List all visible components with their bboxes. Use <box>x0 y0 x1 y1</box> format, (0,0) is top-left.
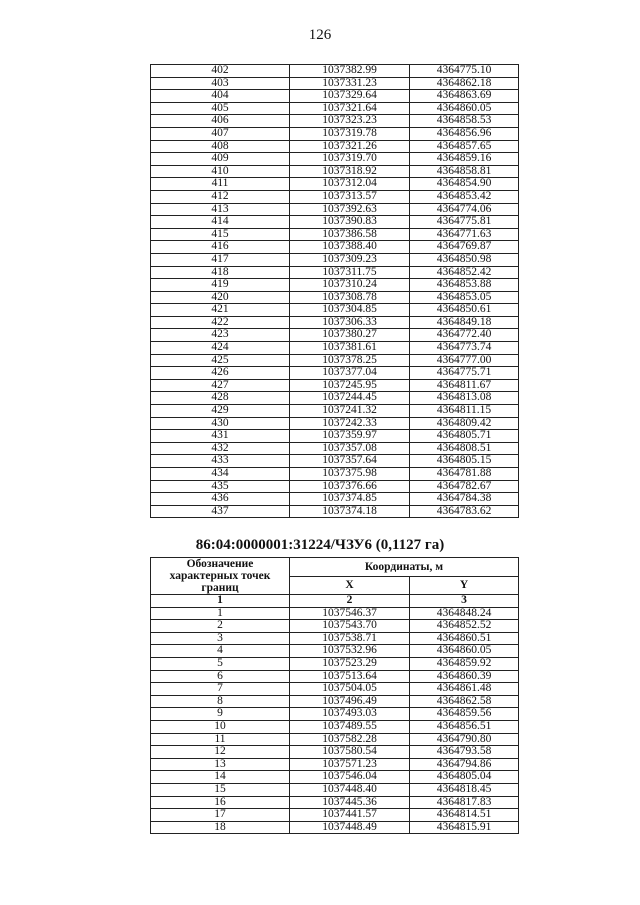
point-number: 402 <box>151 65 290 78</box>
point-number: 435 <box>151 480 290 493</box>
table-row <box>151 405 519 418</box>
y-coordinate: 4364860.51 <box>410 632 519 645</box>
x-coordinate: 1037377.04 <box>290 367 410 380</box>
y-coordinate: 4364783.62 <box>410 505 519 518</box>
table-row <box>151 430 519 443</box>
y-coordinate: 4364809.42 <box>410 417 519 430</box>
y-coordinate: 4364793.58 <box>410 746 519 759</box>
table-row <box>151 695 519 708</box>
y-coordinate: 4364859.56 <box>410 708 519 721</box>
x-coordinate: 1037376.66 <box>290 480 410 493</box>
point-number: 433 <box>151 455 290 468</box>
point-number: 10 <box>151 720 290 733</box>
table-row <box>151 670 519 683</box>
x-coordinate: 1037323.23 <box>290 115 410 128</box>
table-row <box>151 241 519 254</box>
table-row <box>151 379 519 392</box>
y-coordinate: 4364849.18 <box>410 316 519 329</box>
y-coordinate: 4364781.88 <box>410 468 519 481</box>
table-row <box>151 607 519 620</box>
point-number: 428 <box>151 392 290 405</box>
x-coordinate: 1037382.99 <box>290 65 410 78</box>
y-coordinate: 4364818.45 <box>410 783 519 796</box>
y-coordinate: 4364858.53 <box>410 115 519 128</box>
table-row <box>151 367 519 380</box>
table-row <box>151 746 519 759</box>
x-coordinate: 1037546.37 <box>290 607 410 620</box>
point-number: 405 <box>151 102 290 115</box>
x-coordinate: 1037489.55 <box>290 720 410 733</box>
point-number: 2 <box>151 620 290 633</box>
table-row <box>151 203 519 216</box>
x-coordinate: 1037532.96 <box>290 645 410 658</box>
table-row <box>151 796 519 809</box>
table-row <box>151 228 519 241</box>
table-row <box>151 291 519 304</box>
table-row <box>151 733 519 746</box>
table-row <box>151 392 519 405</box>
table-row <box>151 683 519 696</box>
point-number: 426 <box>151 367 290 380</box>
point-number: 408 <box>151 140 290 153</box>
point-number: 434 <box>151 468 290 481</box>
section-title: 86:04:0000001:31224/ЧЗУ6 (0,1127 га) <box>195 537 445 553</box>
x-coordinate: 1037538.71 <box>290 632 410 645</box>
x-coordinate: 1037242.33 <box>290 417 410 430</box>
x-coordinate: 1037388.40 <box>290 241 410 254</box>
header-x: X <box>290 576 410 595</box>
table-row <box>151 316 519 329</box>
point-number: 16 <box>151 796 290 809</box>
x-coordinate: 1037244.45 <box>290 392 410 405</box>
y-coordinate: 4364858.81 <box>410 165 519 178</box>
point-number: 427 <box>151 379 290 392</box>
x-coordinate: 1037392.63 <box>290 203 410 216</box>
table-row <box>151 190 519 203</box>
point-number: 403 <box>151 77 290 90</box>
table-row <box>151 417 519 430</box>
y-coordinate: 4364853.42 <box>410 190 519 203</box>
table-row <box>151 758 519 771</box>
x-coordinate: 1037321.26 <box>290 140 410 153</box>
x-coordinate: 1037245.95 <box>290 379 410 392</box>
point-number: 429 <box>151 405 290 418</box>
table-row <box>151 821 519 834</box>
x-coordinate: 1037357.64 <box>290 455 410 468</box>
x-coordinate: 1037571.23 <box>290 758 410 771</box>
y-coordinate: 4364805.15 <box>410 455 519 468</box>
y-coordinate: 4364769.87 <box>410 241 519 254</box>
table-row <box>151 480 519 493</box>
x-coordinate: 1037375.98 <box>290 468 410 481</box>
table-row <box>151 354 519 367</box>
x-coordinate: 1037386.58 <box>290 228 410 241</box>
table-row <box>151 127 519 140</box>
x-coordinate: 1037321.64 <box>290 102 410 115</box>
point-number: 14 <box>151 771 290 784</box>
table-row <box>151 455 519 468</box>
x-coordinate: 1037582.28 <box>290 733 410 746</box>
table-row <box>151 153 519 166</box>
x-coordinate: 1037357.08 <box>290 442 410 455</box>
x-coordinate: 1037445.36 <box>290 796 410 809</box>
table-row <box>151 645 519 658</box>
y-coordinate: 4364772.40 <box>410 329 519 342</box>
point-number: 414 <box>151 216 290 229</box>
header-coordinates: Координаты, м <box>290 558 519 577</box>
point-number: 410 <box>151 165 290 178</box>
point-number: 1 <box>151 607 290 620</box>
y-coordinate: 4364859.16 <box>410 153 519 166</box>
y-coordinate: 4364853.88 <box>410 279 519 292</box>
x-coordinate: 1037329.64 <box>290 90 410 103</box>
column-number-1: 1 <box>151 595 290 608</box>
table-row <box>151 620 519 633</box>
y-coordinate: 4364861.48 <box>410 683 519 696</box>
y-coordinate: 4364808.51 <box>410 442 519 455</box>
y-coordinate: 4364815.91 <box>410 821 519 834</box>
y-coordinate: 4364850.98 <box>410 253 519 266</box>
y-coordinate: 4364813.08 <box>410 392 519 405</box>
point-number: 418 <box>151 266 290 279</box>
table-row <box>151 342 519 355</box>
table-row <box>151 253 519 266</box>
column-number-3: 3 <box>410 595 519 608</box>
point-number: 431 <box>151 430 290 443</box>
x-coordinate: 1037313.57 <box>290 190 410 203</box>
x-coordinate: 1037309.23 <box>290 253 410 266</box>
point-number: 432 <box>151 442 290 455</box>
point-number: 7 <box>151 683 290 696</box>
x-coordinate: 1037448.40 <box>290 783 410 796</box>
point-number: 411 <box>151 178 290 191</box>
y-coordinate: 4364794.86 <box>410 758 519 771</box>
y-coordinate: 4364856.51 <box>410 720 519 733</box>
x-coordinate: 1037496.49 <box>290 695 410 708</box>
column-number-2: 2 <box>290 595 410 608</box>
table-row <box>151 632 519 645</box>
point-number: 409 <box>151 153 290 166</box>
point-number: 416 <box>151 241 290 254</box>
y-coordinate: 4364862.18 <box>410 77 519 90</box>
y-coordinate: 4364856.96 <box>410 127 519 140</box>
y-coordinate: 4364848.24 <box>410 607 519 620</box>
x-coordinate: 1037310.24 <box>290 279 410 292</box>
x-coordinate: 1037241.32 <box>290 405 410 418</box>
table-row <box>151 178 519 191</box>
x-coordinate: 1037331.23 <box>290 77 410 90</box>
table-row <box>151 783 519 796</box>
table-row <box>151 720 519 733</box>
point-number: 12 <box>151 746 290 759</box>
y-coordinate: 4364773.74 <box>410 342 519 355</box>
y-coordinate: 4364857.65 <box>410 140 519 153</box>
x-coordinate: 1037504.05 <box>290 683 410 696</box>
point-number: 11 <box>151 733 290 746</box>
y-coordinate: 4364850.61 <box>410 304 519 317</box>
point-number: 425 <box>151 354 290 367</box>
x-coordinate: 1037441.57 <box>290 809 410 822</box>
table-row <box>151 809 519 822</box>
y-coordinate: 4364863.69 <box>410 90 519 103</box>
y-coordinate: 4364775.10 <box>410 65 519 78</box>
y-coordinate: 4364811.67 <box>410 379 519 392</box>
point-number: 424 <box>151 342 290 355</box>
point-number: 8 <box>151 695 290 708</box>
y-coordinate: 4364852.42 <box>410 266 519 279</box>
point-number: 9 <box>151 708 290 721</box>
table-row <box>151 505 519 518</box>
y-coordinate: 4364805.04 <box>410 771 519 784</box>
table-row <box>151 657 519 670</box>
point-number: 423 <box>151 329 290 342</box>
point-number: 421 <box>151 304 290 317</box>
coordinates-table-continued <box>150 64 519 518</box>
point-number: 415 <box>151 228 290 241</box>
x-coordinate: 1037318.92 <box>290 165 410 178</box>
point-number: 437 <box>151 505 290 518</box>
y-coordinate: 4364853.05 <box>410 291 519 304</box>
y-coordinate: 4364771.63 <box>410 228 519 241</box>
y-coordinate: 4364775.81 <box>410 216 519 229</box>
point-number: 17 <box>151 809 290 822</box>
x-coordinate: 1037312.04 <box>290 178 410 191</box>
table-row <box>151 279 519 292</box>
x-coordinate: 1037381.61 <box>290 342 410 355</box>
y-coordinate: 4364860.05 <box>410 102 519 115</box>
point-number: 4 <box>151 645 290 658</box>
table-row <box>151 102 519 115</box>
table-row <box>151 329 519 342</box>
point-number: 413 <box>151 203 290 216</box>
point-number: 18 <box>151 821 290 834</box>
y-coordinate: 4364811.15 <box>410 405 519 418</box>
x-coordinate: 1037493.03 <box>290 708 410 721</box>
point-number: 13 <box>151 758 290 771</box>
table-row <box>151 115 519 128</box>
x-coordinate: 1037319.78 <box>290 127 410 140</box>
point-number: 417 <box>151 253 290 266</box>
y-coordinate: 4364777.00 <box>410 354 519 367</box>
point-number: 430 <box>151 417 290 430</box>
x-coordinate: 1037546.04 <box>290 771 410 784</box>
y-coordinate: 4364862.58 <box>410 695 519 708</box>
coordinates-table <box>150 557 519 834</box>
y-coordinate: 4364774.06 <box>410 203 519 216</box>
y-coordinate: 4364775.71 <box>410 367 519 380</box>
x-coordinate: 1037374.18 <box>290 505 410 518</box>
y-coordinate: 4364854.90 <box>410 178 519 191</box>
table-row <box>151 493 519 506</box>
table-row <box>151 65 519 78</box>
point-number: 3 <box>151 632 290 645</box>
table-row <box>151 216 519 229</box>
table-row <box>151 266 519 279</box>
table-row <box>151 304 519 317</box>
point-number: 436 <box>151 493 290 506</box>
point-number: 407 <box>151 127 290 140</box>
x-coordinate: 1037319.70 <box>290 153 410 166</box>
x-coordinate: 1037390.83 <box>290 216 410 229</box>
x-coordinate: 1037580.54 <box>290 746 410 759</box>
y-coordinate: 4364805.71 <box>410 430 519 443</box>
y-coordinate: 4364784.38 <box>410 493 519 506</box>
y-coordinate: 4364817.83 <box>410 796 519 809</box>
y-coordinate: 4364860.39 <box>410 670 519 683</box>
point-number: 15 <box>151 783 290 796</box>
point-number: 6 <box>151 670 290 683</box>
x-coordinate: 1037311.75 <box>290 266 410 279</box>
table-row <box>151 468 519 481</box>
table-row <box>151 165 519 178</box>
y-coordinate: 4364860.05 <box>410 645 519 658</box>
x-coordinate: 1037380.27 <box>290 329 410 342</box>
x-coordinate: 1037308.78 <box>290 291 410 304</box>
point-number: 406 <box>151 115 290 128</box>
y-coordinate: 4364814.51 <box>410 809 519 822</box>
x-coordinate: 1037448.49 <box>290 821 410 834</box>
table-row <box>151 90 519 103</box>
y-coordinate: 4364859.92 <box>410 657 519 670</box>
x-coordinate: 1037359.97 <box>290 430 410 443</box>
x-coordinate: 1037306.33 <box>290 316 410 329</box>
page-number: 126 <box>308 27 332 43</box>
x-coordinate: 1037523.29 <box>290 657 410 670</box>
x-coordinate: 1037304.85 <box>290 304 410 317</box>
point-number: 419 <box>151 279 290 292</box>
point-number: 404 <box>151 90 290 103</box>
point-number: 422 <box>151 316 290 329</box>
x-coordinate: 1037378.25 <box>290 354 410 367</box>
y-coordinate: 4364852.52 <box>410 620 519 633</box>
y-coordinate: 4364790.80 <box>410 733 519 746</box>
x-coordinate: 1037513.64 <box>290 670 410 683</box>
header-y: Y <box>410 576 519 595</box>
table-row <box>151 77 519 90</box>
x-coordinate: 1037374.85 <box>290 493 410 506</box>
point-number: 420 <box>151 291 290 304</box>
header-point-designation: Обозначение характерных точек границ <box>151 558 290 595</box>
y-coordinate: 4364782.67 <box>410 480 519 493</box>
table-row <box>151 442 519 455</box>
point-number: 5 <box>151 657 290 670</box>
table-row <box>151 140 519 153</box>
point-number: 412 <box>151 190 290 203</box>
table-row <box>151 708 519 721</box>
x-coordinate: 1037543.70 <box>290 620 410 633</box>
table-row <box>151 771 519 784</box>
